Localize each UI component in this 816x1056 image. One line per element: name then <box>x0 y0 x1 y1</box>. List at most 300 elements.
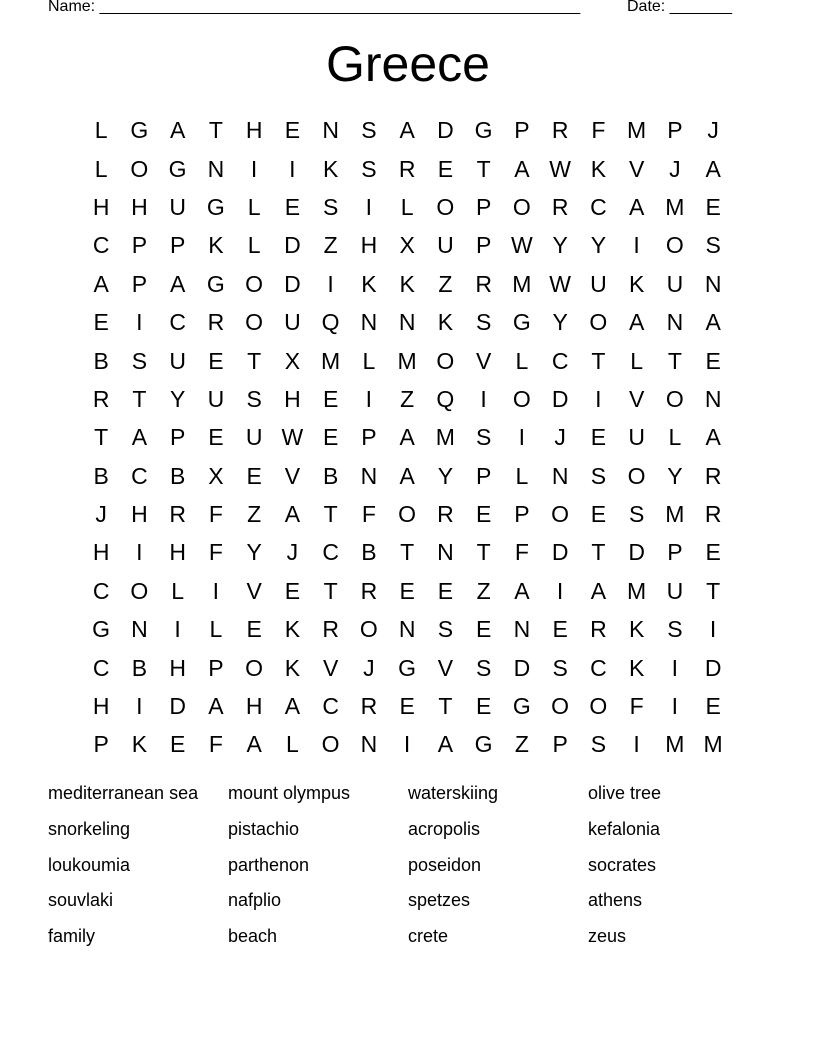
grid-letter: M <box>397 347 417 374</box>
grid-letter: I <box>327 270 334 297</box>
grid-letter: G <box>130 117 149 144</box>
grid-letter: V <box>284 462 301 489</box>
grid-letter: U <box>590 270 607 297</box>
grid-letter: N <box>437 539 454 566</box>
grid-letter: I <box>289 155 296 182</box>
grid-letter: P <box>514 501 530 528</box>
grid-letter: R <box>360 693 378 720</box>
grid-letter: Y <box>590 232 607 259</box>
grid-letter: T <box>476 539 491 566</box>
grid-letter: Y <box>437 462 454 489</box>
grid-letter: S <box>322 193 339 220</box>
grid-letter: R <box>322 616 339 643</box>
grid-letter: E <box>437 155 454 182</box>
grid-letter: P <box>475 462 492 489</box>
grid-letter: V <box>628 155 645 182</box>
grid-letter: T <box>132 385 147 412</box>
grid-letter: S <box>705 232 721 259</box>
grid-letter: N <box>360 462 378 489</box>
grid-letter: R <box>704 462 722 489</box>
word-bank-item: family <box>48 926 96 947</box>
grid-letter: E <box>590 424 607 451</box>
grid-letter: J <box>554 424 566 451</box>
grid-letter: E <box>475 501 492 528</box>
grid-letter: O <box>436 193 455 220</box>
grid-letter: I <box>633 232 640 259</box>
grid-letter: Y <box>246 539 262 566</box>
grid-row <box>82 418 732 456</box>
grid-row <box>82 265 732 303</box>
grid-letter: I <box>709 616 717 643</box>
grid-letter: K <box>399 270 415 297</box>
grid-letter: Y <box>552 309 568 336</box>
grid-letter: L <box>285 731 299 758</box>
grid-letter: U <box>437 232 454 259</box>
grid-letter: O <box>245 654 264 681</box>
grid-letter: A <box>514 577 530 604</box>
grid-letter: B <box>169 462 186 489</box>
word-bank-item: pistachio <box>228 818 300 839</box>
grid-letter: P <box>667 117 683 144</box>
grid-letter: I <box>403 731 411 758</box>
grid-letter: E <box>284 117 301 144</box>
grid-letter: U <box>169 193 186 220</box>
grid-letter: H <box>92 693 110 720</box>
grid-row <box>82 610 732 648</box>
grid-letter: R <box>551 117 569 144</box>
grid-letter: V <box>322 654 339 681</box>
grid-letter: I <box>174 616 181 643</box>
grid-letter: K <box>437 309 454 336</box>
grid-letter: Y <box>552 232 568 259</box>
grid-letter: G <box>398 654 417 681</box>
grid-letter: A <box>93 270 109 297</box>
grid-letter: H <box>131 501 148 528</box>
grid-letter: Y <box>667 462 683 489</box>
grid-letter: N <box>551 462 569 489</box>
grid-letter: B <box>131 654 148 681</box>
grid-letter: I <box>365 385 373 412</box>
grid-letter: P <box>361 424 377 451</box>
grid-letter: O <box>589 693 608 720</box>
grid-letter: H <box>131 193 148 220</box>
grid-letter: P <box>169 424 186 451</box>
grid-letter: V <box>246 577 262 604</box>
grid-letter: T <box>247 347 262 374</box>
grid-letter: E <box>399 693 415 720</box>
grid-row <box>82 495 732 533</box>
word-bank-item: beach <box>228 926 278 947</box>
grid-letter: E <box>208 347 224 374</box>
grid-letter: X <box>208 462 224 489</box>
grid-letter: R <box>207 309 225 336</box>
grid-letter: A <box>284 693 301 720</box>
grid-letter: G <box>92 616 111 643</box>
grid-letter: O <box>551 693 570 720</box>
grid-letter: L <box>209 616 223 643</box>
grid-letter: E <box>208 424 224 451</box>
grid-letter: E <box>475 616 492 643</box>
grid-letter: R <box>551 193 569 220</box>
grid-letter: K <box>628 654 645 681</box>
grid-letter: T <box>476 155 491 182</box>
grid-letter: K <box>322 155 339 182</box>
grid-letter: I <box>136 309 143 336</box>
grid-letter: N <box>513 616 531 643</box>
grid-letter: H <box>92 539 110 566</box>
grid-letter: E <box>705 693 721 720</box>
grid-letter: M <box>665 731 685 758</box>
grid-letter: C <box>92 577 110 604</box>
grid-letter: A <box>705 424 721 451</box>
grid-letter: L <box>515 347 529 374</box>
grid-letter: G <box>512 309 531 336</box>
grid-letter: P <box>667 539 683 566</box>
grid-letter: P <box>514 117 530 144</box>
word-bank-item: zeus <box>588 926 627 947</box>
grid-letter: Y <box>169 385 186 412</box>
grid-letter: C <box>551 347 569 374</box>
grid-letter: X <box>284 347 301 374</box>
grid-letter: H <box>245 117 263 144</box>
grid-letter: Z <box>514 731 529 758</box>
grid-letter: U <box>284 309 301 336</box>
grid-letter: P <box>93 731 109 758</box>
grid-letter: G <box>474 117 493 144</box>
grid-letter: I <box>136 539 143 566</box>
grid-letter: T <box>323 501 338 528</box>
grid-letter: P <box>131 232 148 259</box>
grid-row <box>82 303 732 341</box>
grid-letter: E <box>705 539 721 566</box>
grid-letter: W <box>549 155 571 182</box>
grid-letter: G <box>512 693 531 720</box>
grid-letter: I <box>212 577 220 604</box>
grid-letter: N <box>704 385 722 412</box>
grid-letter: J <box>363 654 375 681</box>
grid-letter: G <box>168 155 187 182</box>
grid-row <box>82 111 732 149</box>
grid-letter: I <box>136 693 143 720</box>
grid-letter: K <box>284 654 301 681</box>
grid-letter: O <box>627 462 646 489</box>
grid-letter: X <box>399 232 415 259</box>
grid-letter: G <box>206 193 225 220</box>
grid-letter: R <box>398 155 416 182</box>
grid-letter: E <box>437 577 454 604</box>
grid-letter: V <box>475 347 492 374</box>
grid-letter: S <box>246 385 262 412</box>
grid-letter: R <box>360 577 378 604</box>
grid-letter: E <box>246 616 262 643</box>
grid-letter: O <box>321 731 340 758</box>
grid-letter: O <box>130 577 149 604</box>
word-bank-item: mount olympus <box>228 783 351 803</box>
grid-letter: A <box>169 117 186 144</box>
grid-letter: H <box>245 693 263 720</box>
grid-letter: S <box>361 117 377 144</box>
grid-letter: K <box>628 616 645 643</box>
grid-letter: E <box>284 577 301 604</box>
grid-row <box>82 648 732 686</box>
grid-letter: M <box>703 731 723 758</box>
grid-letter: S <box>552 654 568 681</box>
grid-letter: E <box>246 462 262 489</box>
grid-letter: K <box>361 270 377 297</box>
grid-letter: C <box>92 654 110 681</box>
grid-letter: P <box>552 731 568 758</box>
grid-letter: S <box>475 424 492 451</box>
grid-letter: P <box>475 232 492 259</box>
word-bank-item: athens <box>588 890 643 911</box>
grid-letter: A <box>399 462 415 489</box>
grid-letter: T <box>400 539 415 566</box>
grid-letter: B <box>93 347 109 374</box>
grid-letter: E <box>552 616 568 643</box>
grid-letter: U <box>666 577 684 604</box>
grid-letter: J <box>286 539 299 566</box>
grid-letter: N <box>398 309 416 336</box>
grid-letter: R <box>704 501 722 528</box>
grid-letter: D <box>551 385 569 412</box>
word-bank-item: loukoumia <box>48 854 131 875</box>
grid-letter: K <box>284 616 301 643</box>
grid-letter: U <box>245 424 263 451</box>
grid-letter: E <box>399 577 415 604</box>
grid-letter: K <box>208 232 224 259</box>
word-bank-item: mediterranean sea <box>48 783 199 803</box>
word-bank-item: kefalonia <box>588 818 661 839</box>
grid-row <box>82 725 732 763</box>
grid-letter: C <box>590 654 607 681</box>
word-bank-item: snorkeling <box>48 818 131 839</box>
grid-letter: T <box>438 693 453 720</box>
grid-letter: U <box>207 385 225 412</box>
grid-letter: A <box>590 577 607 604</box>
word-bank-item: acropolis <box>408 818 481 839</box>
grid-letter: T <box>94 424 109 451</box>
grid-letter: E <box>322 385 339 412</box>
grid-letter: N <box>704 270 722 297</box>
grid-letter: A <box>399 117 415 144</box>
grid-letter: S <box>628 501 645 528</box>
grid-letter: L <box>400 193 414 220</box>
grid-letter: O <box>359 616 378 643</box>
grid-letter: L <box>668 424 682 451</box>
grid-letter: O <box>589 309 608 336</box>
grid-letter: D <box>169 693 186 720</box>
grid-row <box>82 188 732 226</box>
grid-letter: A <box>705 309 721 336</box>
grid-letter: K <box>131 731 148 758</box>
grid-letter: E <box>169 731 186 758</box>
grid-letter: C <box>322 539 339 566</box>
grid-letter: I <box>595 385 602 412</box>
grid-letter: F <box>591 117 606 144</box>
grid-letter: Z <box>323 232 338 259</box>
grid-letter: E <box>93 309 109 336</box>
grid-letter: M <box>321 347 341 374</box>
grid-letter: V <box>628 385 645 412</box>
grid-letter: A <box>437 731 454 758</box>
grid-letter: O <box>245 270 264 297</box>
grid-letter: T <box>591 539 606 566</box>
grid-letter: M <box>665 193 685 220</box>
grid-row <box>82 457 732 495</box>
grid-letter: S <box>667 616 683 643</box>
word-bank-item: crete <box>408 926 449 947</box>
grid-row <box>82 341 732 379</box>
grid-letter: M <box>665 501 685 528</box>
word-bank-item: spetzes <box>408 890 471 911</box>
grid-letter: K <box>628 270 645 297</box>
grid-letter: O <box>436 347 455 374</box>
grid-letter: H <box>169 654 186 681</box>
grid-letter: P <box>475 193 492 220</box>
grid-letter: A <box>514 155 530 182</box>
grid-letter: T <box>667 347 682 374</box>
grid-letter: V <box>437 654 454 681</box>
grid-letter: I <box>365 193 373 220</box>
grid-letter: O <box>665 232 684 259</box>
grid-letter: F <box>208 539 223 566</box>
grid-letter: W <box>549 270 571 297</box>
grid-letter: P <box>169 232 186 259</box>
grid-row <box>82 687 732 725</box>
name-field: Name: ______________________________________________________ <box>48 0 581 15</box>
grid-letter: O <box>512 193 531 220</box>
grid-letter: T <box>323 577 338 604</box>
grid-letter: Z <box>438 270 453 297</box>
grid-letter: W <box>511 232 533 259</box>
grid-letter: N <box>360 309 378 336</box>
grid-letter: A <box>628 193 645 220</box>
grid-letter: H <box>169 539 186 566</box>
grid-letter: U <box>666 270 684 297</box>
grid-letter: R <box>590 616 607 643</box>
grid-letter: W <box>281 424 304 451</box>
grid-letter: I <box>556 577 564 604</box>
grid-row <box>82 226 732 264</box>
grid-letter: B <box>361 539 377 566</box>
grid-letter: A <box>628 309 645 336</box>
grid-letter: J <box>669 155 681 182</box>
grid-letter: O <box>665 385 684 412</box>
grid-letter: D <box>437 117 454 144</box>
grid-letter: I <box>671 693 679 720</box>
grid-letter: L <box>515 462 529 489</box>
grid-letter: H <box>360 232 378 259</box>
grid-letter: M <box>627 577 647 604</box>
grid-letter: L <box>94 117 108 144</box>
grid-letter: O <box>551 501 570 528</box>
date-field: Date: _______ <box>627 0 732 15</box>
grid-letter: S <box>475 654 492 681</box>
grid-letter: R <box>92 385 110 412</box>
grid-letter: C <box>131 462 148 489</box>
grid-row <box>82 380 732 418</box>
word-bank-item: souvlaki <box>48 890 114 911</box>
grid-letter: S <box>590 462 607 489</box>
grid-letter: S <box>361 155 377 182</box>
grid-letter: L <box>247 193 261 220</box>
grid-letter: L <box>630 347 644 374</box>
grid-letter: Q <box>321 309 340 336</box>
grid-letter: D <box>284 232 301 259</box>
grid-letter: L <box>247 232 261 259</box>
grid-letter: K <box>590 155 607 182</box>
grid-letter: S <box>475 309 492 336</box>
word-bank-item: olive tree <box>588 783 662 803</box>
grid-letter: E <box>322 424 339 451</box>
word-bank-item: parthenon <box>228 854 310 875</box>
grid-letter: R <box>475 270 492 297</box>
grid-letter: E <box>705 193 721 220</box>
grid-letter: E <box>475 693 492 720</box>
grid-letter: C <box>169 309 186 336</box>
grid-letter: Z <box>400 385 415 412</box>
grid-letter: N <box>131 616 148 643</box>
word-bank-item: nafplio <box>228 890 282 911</box>
grid-letter: F <box>208 501 223 528</box>
grid-letter: D <box>284 270 301 297</box>
grid-letter: N <box>322 117 339 144</box>
grid-letter: D <box>551 539 569 566</box>
grid-letter: A <box>705 155 721 182</box>
grid-letter: N <box>207 155 225 182</box>
grid-letter: H <box>92 193 110 220</box>
word-search-grid <box>82 111 732 764</box>
grid-letter: A <box>131 424 148 451</box>
word-bank <box>48 780 768 959</box>
grid-letter: O <box>512 385 531 412</box>
grid-letter: S <box>131 347 148 374</box>
grid-letter: P <box>208 654 224 681</box>
grid-letter: I <box>480 385 487 412</box>
grid-letter: F <box>514 539 529 566</box>
grid-letter: G <box>474 731 493 758</box>
grid-letter: Z <box>476 577 491 604</box>
grid-letter: S <box>437 616 454 643</box>
grid-letter: M <box>627 117 647 144</box>
grid-letter: S <box>590 731 607 758</box>
grid-letter: E <box>705 347 721 374</box>
grid-letter: L <box>362 347 376 374</box>
grid-letter: Z <box>247 501 262 528</box>
word-bank-item: waterskiing <box>408 783 499 803</box>
grid-letter: C <box>590 193 607 220</box>
grid-letter: P <box>131 270 148 297</box>
grid-letter: A <box>399 424 415 451</box>
grid-row <box>82 149 732 187</box>
grid-letter: C <box>92 232 110 259</box>
grid-letter: J <box>95 501 107 528</box>
grid-letter: D <box>513 654 531 681</box>
grid-letter: C <box>322 693 339 720</box>
grid-letter: M <box>435 424 455 451</box>
grid-letter: N <box>398 616 416 643</box>
grid-letter: I <box>633 731 640 758</box>
grid-letter: F <box>361 501 376 528</box>
grid-letter: L <box>171 577 185 604</box>
grid-letter: T <box>706 577 721 604</box>
grid-row <box>82 572 732 610</box>
grid-letter: U <box>628 424 645 451</box>
grid-letter: T <box>591 347 606 374</box>
grid-letter: A <box>169 270 186 297</box>
word-bank-item: poseidon <box>408 854 482 875</box>
grid-letter: T <box>208 117 223 144</box>
